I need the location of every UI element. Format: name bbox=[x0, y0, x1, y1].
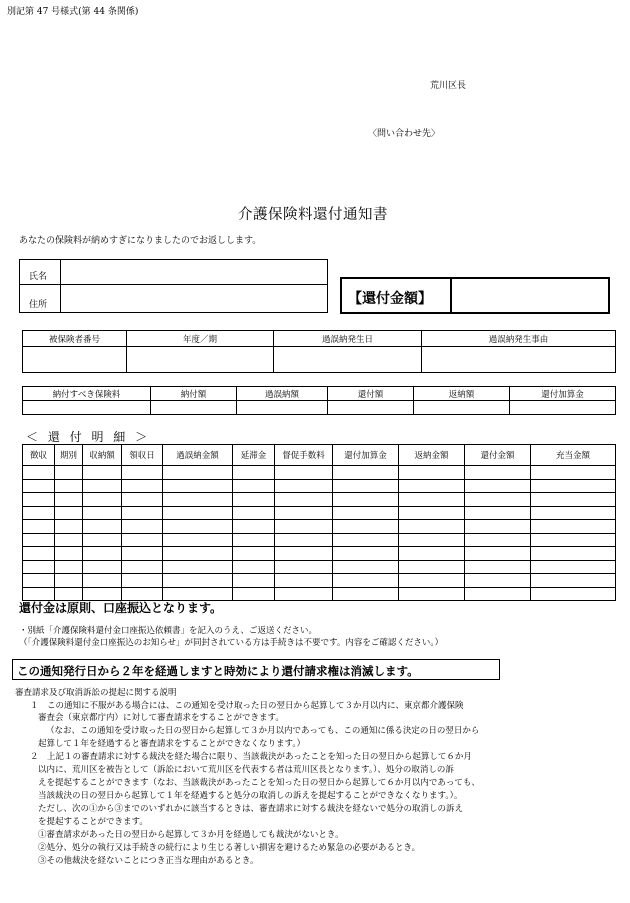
header-paid-amount: 納付額 bbox=[151, 387, 237, 401]
detail-cell bbox=[465, 493, 531, 507]
detail-cell bbox=[465, 520, 531, 534]
header-refund-sum: 還付金額 bbox=[465, 445, 531, 466]
refund-detail-heading: ＜ 還 付 明 細 ＞ bbox=[26, 430, 151, 444]
detail-cell bbox=[531, 493, 616, 507]
header-receipt-date: 領収日 bbox=[122, 445, 163, 466]
appeal-line: えを提起することができます（なお、当該裁決があったことを知った日の翌日から起算して６か月以内であっても、 bbox=[38, 778, 480, 788]
appeal-line: ②処分、処分の執行又は手続きの続行により生じる著しい損害を避けるため緊急の必要があるとき。 bbox=[38, 843, 421, 853]
insured-info-table bbox=[22, 330, 616, 373]
detail-cell bbox=[55, 466, 83, 480]
header-return-amount: 返納額 bbox=[414, 387, 510, 401]
prescription-notice-box bbox=[12, 659, 500, 680]
detail-cell bbox=[465, 466, 531, 480]
header-overpayment-date: 過誤納発生日 bbox=[274, 331, 422, 347]
detail-cell bbox=[531, 560, 616, 574]
detail-cell bbox=[233, 533, 275, 547]
detail-cell bbox=[333, 520, 399, 534]
header-period: 期別 bbox=[55, 445, 83, 466]
detail-cell bbox=[233, 547, 275, 561]
detail-cell bbox=[333, 574, 399, 588]
detail-cell bbox=[531, 547, 616, 561]
detail-cell bbox=[23, 520, 55, 534]
detail-cell bbox=[122, 533, 163, 547]
detail-row bbox=[23, 574, 616, 588]
bullet-line-2: （「介護保険料還付金口座振込のお知らせ」が同封されている方は手続きは不要です。内容をご確認ください。） bbox=[19, 638, 444, 648]
detail-cell bbox=[399, 493, 465, 507]
detail-cell bbox=[465, 506, 531, 520]
detail-cell bbox=[163, 533, 233, 547]
detail-cell bbox=[275, 587, 333, 601]
detail-cell bbox=[83, 574, 122, 588]
contact-label: 〈問い合わせ先〉 bbox=[368, 129, 441, 139]
appeal-line: 以内に、荒川区を被告として（訴訟において荒川区を代表する者は荒川区長となります。）、処分の取消しの訴 bbox=[38, 765, 454, 775]
detail-cell bbox=[531, 520, 616, 534]
header-refund-interest-detail: 還付加算金 bbox=[333, 445, 399, 466]
detail-cell bbox=[399, 574, 465, 588]
detail-cell bbox=[83, 466, 122, 480]
detail-cell bbox=[55, 574, 83, 588]
detail-cell bbox=[333, 533, 399, 547]
form-id: 別記第 47 号様式(第 44 条関係) bbox=[7, 7, 139, 17]
transfer-note: 還付金は原則、口座振込となります。 bbox=[19, 601, 223, 615]
detail-cell bbox=[23, 493, 55, 507]
detail-cell bbox=[333, 547, 399, 561]
appeal-line: ①審査請求があった日の翌日から起算して３か月を経過しても裁決がないとき。 bbox=[38, 830, 344, 840]
detail-cell bbox=[55, 560, 83, 574]
detail-cell bbox=[399, 520, 465, 534]
detail-cell bbox=[122, 574, 163, 588]
detail-cell bbox=[275, 560, 333, 574]
detail-cell bbox=[55, 533, 83, 547]
name-label: 氏名 bbox=[29, 272, 48, 282]
prescription-notice-text: この通知発行日から２年を経過しますと時効により還付請求権は消滅します。 bbox=[17, 664, 419, 678]
issuer-name: 荒川区長 bbox=[430, 81, 467, 91]
header-received-amount: 収納額 bbox=[83, 445, 122, 466]
detail-cell bbox=[333, 587, 399, 601]
header-overpaid-sum: 過誤納金額 bbox=[163, 445, 233, 466]
appeal-line: １ この通知に不服がある場合には、この通知を受け取った日の翌日から起算して３か月以内に、東京都介護保険 bbox=[30, 701, 464, 711]
detail-cell bbox=[275, 466, 333, 480]
detail-cell bbox=[399, 479, 465, 493]
detail-cell bbox=[531, 466, 616, 480]
detail-cell bbox=[55, 520, 83, 534]
detail-cell bbox=[531, 506, 616, 520]
payment-table bbox=[22, 386, 616, 415]
header-overpaid-amount: 過誤納額 bbox=[237, 387, 328, 401]
detail-cell bbox=[233, 506, 275, 520]
detail-cell bbox=[531, 574, 616, 588]
detail-cell bbox=[275, 479, 333, 493]
detail-cell bbox=[163, 520, 233, 534]
detail-cell bbox=[275, 574, 333, 588]
appeal-line: 当該裁決の日の翌日から起算して１年を経過すると処分の取消しの訴えを提起することができなくなります。）。 bbox=[38, 791, 463, 801]
page-title: 介護保険料還付通知書 bbox=[238, 207, 388, 223]
detail-cell bbox=[122, 547, 163, 561]
detail-row bbox=[23, 493, 616, 507]
detail-cell bbox=[122, 560, 163, 574]
refund-detail-table bbox=[22, 444, 616, 601]
detail-cell bbox=[465, 547, 531, 561]
detail-cell bbox=[275, 506, 333, 520]
detail-row bbox=[23, 520, 616, 534]
detail-cell bbox=[23, 466, 55, 480]
detail-cell bbox=[275, 520, 333, 534]
detail-cell bbox=[83, 560, 122, 574]
detail-cell bbox=[83, 479, 122, 493]
header-fiscal-period: 年度／期 bbox=[127, 331, 274, 347]
detail-cell bbox=[23, 574, 55, 588]
header-refund-interest: 還付加算金 bbox=[510, 387, 616, 401]
detail-cell bbox=[531, 533, 616, 547]
header-reminder-fee: 督促手数料 bbox=[275, 445, 333, 466]
detail-cell bbox=[55, 506, 83, 520]
detail-cell bbox=[465, 560, 531, 574]
detail-cell bbox=[122, 520, 163, 534]
detail-cell bbox=[23, 547, 55, 561]
detail-cell bbox=[163, 506, 233, 520]
detail-row bbox=[23, 479, 616, 493]
appeal-line: ただし、次の①から③までのいずれかに該当するときは、審査請求に対する裁決を経ないで処分の取消しの訴え bbox=[38, 804, 464, 814]
detail-cell bbox=[333, 479, 399, 493]
detail-cell bbox=[275, 547, 333, 561]
detail-cell bbox=[399, 560, 465, 574]
detail-cell bbox=[465, 587, 531, 601]
detail-cell bbox=[83, 547, 122, 561]
refund-amount-label: 【還付金額】 bbox=[348, 291, 432, 307]
detail-cell bbox=[163, 466, 233, 480]
detail-cell bbox=[122, 493, 163, 507]
detail-cell bbox=[233, 479, 275, 493]
detail-cell bbox=[55, 479, 83, 493]
detail-cell bbox=[275, 533, 333, 547]
detail-cell bbox=[163, 547, 233, 561]
detail-cell bbox=[275, 493, 333, 507]
appeal-line: 審査会（東京都庁内）に対して審査請求をすることができます。 bbox=[38, 713, 284, 723]
detail-cell bbox=[233, 493, 275, 507]
detail-cell bbox=[465, 533, 531, 547]
detail-cell bbox=[399, 547, 465, 561]
appeal-heading: 審査請求及び取消訴訟の提起に関する説明 bbox=[15, 688, 177, 698]
detail-cell bbox=[333, 466, 399, 480]
header-return-sum: 返納金額 bbox=[399, 445, 465, 466]
appeal-line: （なお、この通知を受け取った日の翌日から起算して３か月以内であっても、この通知に係る決定の日の翌日から bbox=[46, 726, 480, 736]
detail-cell bbox=[163, 574, 233, 588]
detail-cell bbox=[233, 574, 275, 588]
header-overpayment-reason: 過誤納発生事由 bbox=[422, 331, 616, 347]
detail-cell bbox=[333, 493, 399, 507]
appeal-line: ２ 上記１の審査請求に対する裁決を経た場合に限り、当該裁決があったことを知った日の翌日から起算して６か月 bbox=[30, 752, 472, 762]
header-collection: 徴収 bbox=[23, 445, 55, 466]
appeal-line: 起算して１年を経過すると審査請求をすることができなくなります。） bbox=[38, 739, 306, 749]
detail-cell bbox=[163, 479, 233, 493]
header-late-fee: 延滞金 bbox=[233, 445, 275, 466]
detail-cell bbox=[163, 493, 233, 507]
detail-cell bbox=[83, 506, 122, 520]
detail-cell bbox=[83, 520, 122, 534]
appeal-line: ③その他裁決を経ないことにつき正当な理由があるとき。 bbox=[38, 856, 259, 866]
detail-cell bbox=[531, 479, 616, 493]
detail-cell bbox=[122, 506, 163, 520]
detail-cell bbox=[531, 587, 616, 601]
detail-cell bbox=[233, 520, 275, 534]
detail-cell bbox=[23, 533, 55, 547]
bullet-line-1: ・別紙「介護保険料還付金口座振込依頼書」を記入のうえ、ご返送ください。 bbox=[19, 626, 318, 636]
detail-cell bbox=[83, 493, 122, 507]
detail-cell bbox=[23, 479, 55, 493]
detail-cell bbox=[399, 587, 465, 601]
header-insured-number: 被保険者番号 bbox=[23, 331, 127, 347]
detail-cell bbox=[122, 466, 163, 480]
header-refund-amount: 還付額 bbox=[328, 387, 414, 401]
detail-cell bbox=[23, 506, 55, 520]
header-allocation-sum: 充当金額 bbox=[531, 445, 616, 466]
appeal-line: を提起することができます。 bbox=[38, 817, 148, 827]
detail-cell bbox=[233, 466, 275, 480]
detail-cell bbox=[163, 560, 233, 574]
detail-cell bbox=[233, 560, 275, 574]
detail-cell bbox=[55, 547, 83, 561]
header-premium-due: 納付すべき保険料 bbox=[23, 387, 151, 401]
detail-cell bbox=[333, 560, 399, 574]
detail-row bbox=[23, 547, 616, 561]
detail-cell bbox=[83, 533, 122, 547]
detail-row bbox=[23, 560, 616, 574]
detail-cell bbox=[122, 479, 163, 493]
detail-cell bbox=[23, 560, 55, 574]
address-label: 住所 bbox=[29, 300, 48, 310]
detail-cell bbox=[465, 574, 531, 588]
name-address-box bbox=[19, 259, 328, 313]
detail-cell bbox=[399, 506, 465, 520]
detail-cell bbox=[233, 587, 275, 601]
detail-cell bbox=[333, 506, 399, 520]
detail-cell bbox=[399, 533, 465, 547]
detail-cell bbox=[465, 479, 531, 493]
detail-row bbox=[23, 466, 616, 480]
refund-amount-box bbox=[340, 277, 610, 314]
detail-row bbox=[23, 506, 616, 520]
intro-text: あなたの保険料が納めすぎになりましたのでお返しします。 bbox=[19, 236, 262, 246]
detail-row bbox=[23, 533, 616, 547]
detail-cell bbox=[55, 493, 83, 507]
detail-cell bbox=[399, 466, 465, 480]
